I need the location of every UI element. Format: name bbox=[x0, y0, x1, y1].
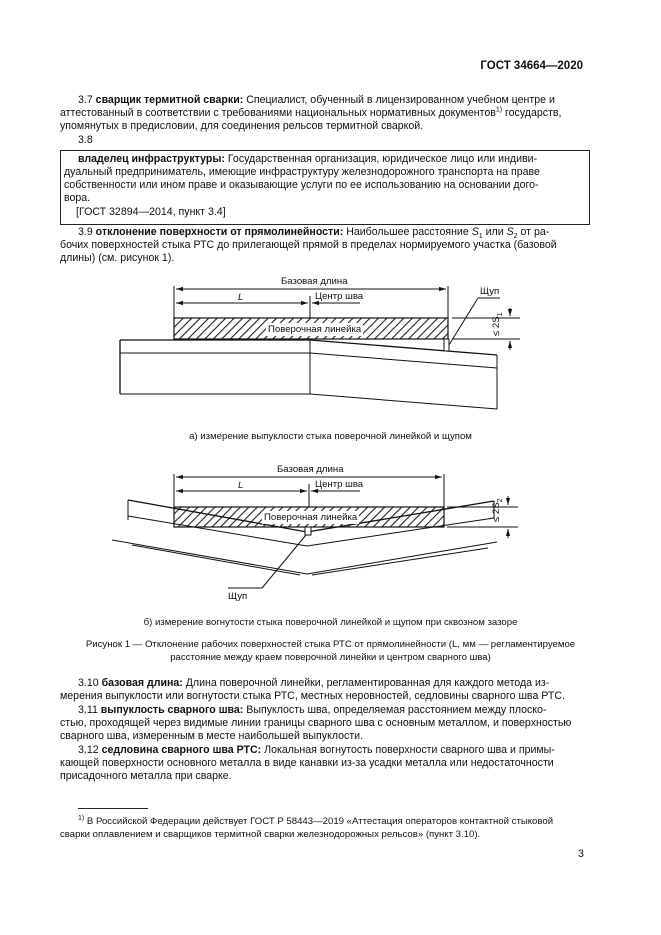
p39-number: 3.9 bbox=[78, 226, 96, 238]
p310-number: 3.10 bbox=[78, 677, 102, 689]
fig-b-caption: б) измерение вогнутости стыка поверочной линейкой и щупом при сквозном зазоре bbox=[143, 617, 518, 628]
p312-number: 3.12 bbox=[78, 744, 102, 756]
p39-text1a: Наибольшее расстояние bbox=[343, 226, 472, 238]
fig-a-ruler-label: Поверочная линейка bbox=[268, 324, 362, 335]
footnote-mark: 1) bbox=[78, 814, 85, 822]
fig-a-2s-sub: 1 bbox=[496, 312, 504, 317]
p39-text1c: от ра- bbox=[517, 226, 550, 238]
p39-s1: S bbox=[471, 226, 479, 238]
p39-s2-sub: 2 bbox=[513, 233, 518, 241]
page-number: 3 bbox=[578, 848, 584, 860]
fig-b-2s-text: ≤ 2S bbox=[491, 502, 502, 522]
p39-s1-sub: 1 bbox=[478, 233, 483, 241]
p39-line3: длины) (см. рисунок 1). bbox=[60, 252, 175, 264]
p39-s2: S bbox=[506, 226, 514, 238]
p312-term: седловина сварного шва РТС: bbox=[101, 744, 262, 756]
p311-line3: сварного шва, измеренным в месте наибольшей выпуклости. bbox=[60, 730, 364, 742]
p38-line2: дуальный предприниматель, имеющие инфраструктуру железнодорожного транспорта на праве bbox=[64, 166, 540, 178]
figure-a bbox=[120, 286, 520, 409]
p311-text1: Выпуклость шва, определяемая расстоянием между плоско- bbox=[243, 704, 547, 716]
fig-b-weld-center-label: Центр шва bbox=[315, 479, 364, 490]
fig-b-ruler-label: Поверочная линейка bbox=[264, 512, 358, 523]
p38-text1: Государственная организация, юридическое лицо или индиви- bbox=[224, 153, 538, 165]
p37-term: сварщик термитной сварки: bbox=[95, 94, 244, 106]
fig-b-L-label: L bbox=[238, 480, 244, 491]
fig-b-probe-label: Щуп bbox=[228, 591, 248, 602]
figure-title-line1: Рисунок 1 — Отклонение рабочих поверхностей стыка РТС от прямолинейности (L, мм — регламентируемое bbox=[85, 639, 576, 650]
p38-term: владелец инфраструктуры: bbox=[78, 153, 225, 165]
p310-term: базовая длина: bbox=[101, 677, 183, 689]
footnote-separator bbox=[78, 808, 148, 809]
p39-term: отклонение поверхности от прямолинейности: bbox=[95, 226, 344, 238]
p312-line2: кающей поверхности основного металла в виде канавки из-за усадки металла или недостаточности bbox=[60, 757, 554, 769]
p310-line1 bbox=[78, 677, 549, 690]
p38-reference: [ГОСТ 32894—2014, пункт 3.4] bbox=[76, 206, 226, 218]
fig-a-2s-text: ≤ 2S bbox=[491, 316, 502, 336]
p311-number: 3.11 bbox=[78, 704, 101, 716]
fig-a-caption: а) измерение выпуклости стыка поверочной линейкой и щупом bbox=[189, 431, 472, 442]
p310-text1: Длина поверочной линейки, регламентированная для каждого метода из- bbox=[182, 677, 550, 689]
p39-text1b: или bbox=[482, 226, 507, 238]
p312-text1: Локальная вогнутость поверхности сварного шва и примы- bbox=[261, 744, 555, 756]
p311-line1 bbox=[78, 704, 546, 717]
p38-line3: собственности или ином праве и оказывающие услуги по ее использованию на основании дого- bbox=[64, 179, 539, 191]
fig-b-2s-sub: 2 bbox=[496, 498, 504, 503]
p37-number: 3.7 bbox=[78, 94, 96, 106]
p312-line3: присадочного металла при сварке. bbox=[60, 770, 232, 782]
fig-a-L-label: L bbox=[238, 292, 244, 303]
p37-footnote-ref: 1) bbox=[495, 106, 503, 114]
fig-b-2s-label bbox=[490, 498, 503, 522]
p37-line3: упомянутых в предисловии, для соединения рельсов термитной сваркой. bbox=[60, 120, 424, 132]
footnote-line1 bbox=[78, 815, 553, 828]
p37-text1: Специалист, обученный в лицензированном учебном центре и bbox=[243, 94, 555, 106]
footnote-line2: сварки оплавлением и сварщиков термитной сварки железнодорожных рельсов» (пункт 3.10). bbox=[60, 829, 481, 840]
p39-line2: бочих поверхностей стыка РТС до прилегающей прямой в пределах нормируемого участка (базовой bbox=[60, 239, 557, 251]
p38-number: 3.8 bbox=[78, 134, 93, 146]
document-code: ГОСТ 34664—2020 bbox=[480, 60, 583, 72]
p312-line1 bbox=[78, 744, 555, 757]
fig-a-weld-center-label: Центр шва bbox=[315, 291, 364, 302]
figure-title-line2: расстояние между краем поверочной линейки и центром сварного шва) bbox=[170, 652, 491, 663]
fig-a-base-length-label: Базовая длина bbox=[281, 276, 348, 287]
p37-text2a: аттестованный в соответствии с требованиями национальных нормативных документов bbox=[60, 107, 496, 119]
fig-a-2s-label bbox=[490, 312, 503, 336]
p38-line4: вора. bbox=[64, 192, 91, 204]
p37-text2b: государств, bbox=[502, 107, 562, 119]
p310-line2: мерения выпуклости или вогнутости стыка РТС, местных неровностей, седловины сварного шва РТС. bbox=[60, 690, 565, 702]
fig-a-probe-label: Щуп bbox=[480, 286, 500, 297]
p311-line2: стью, проходящей через видимые линии границы сварного шва с основным металлом, и поверхностью bbox=[60, 717, 572, 729]
p311-term: выпуклость сварного шва: bbox=[100, 704, 244, 716]
fig-b-base-length-label: Базовая длина bbox=[277, 464, 344, 475]
footnote-text1: В Российской Федерации действует ГОСТ Р 58443—2019 «Аттестация операторов контактной стыковой bbox=[84, 816, 554, 827]
